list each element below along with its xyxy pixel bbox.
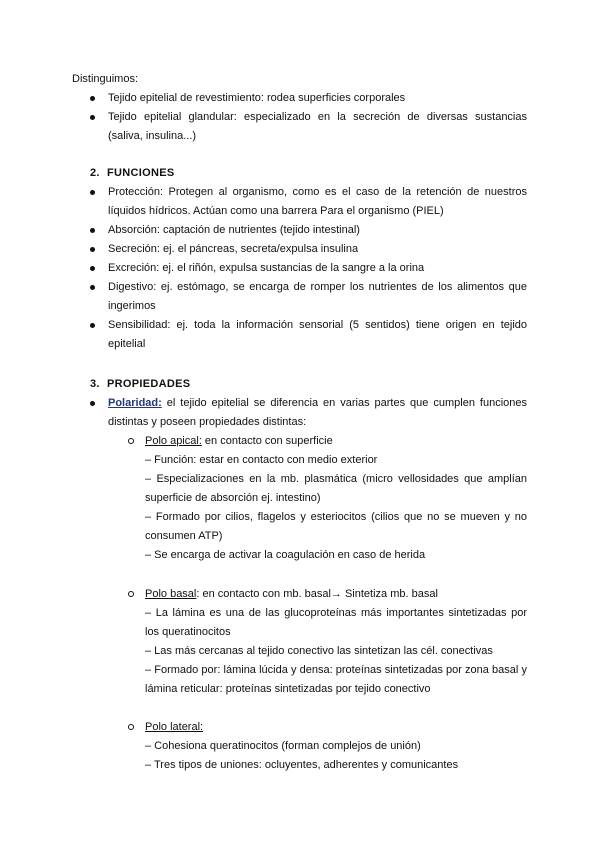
list-item: Secreción: ej. el páncreas, secreta/expulsa insulina <box>90 240 527 259</box>
list-item: Sensibilidad: ej. toda la información sensorial (5 sentidos) tiene origen en tejido epitelial <box>90 316 527 354</box>
detail-line: – Cohesiona queratinocitos (forman complejos de unión) <box>145 740 421 752</box>
polo-lateral-lines <box>128 737 527 775</box>
list-item: Tejido epitelial glandular: especializado en la secreción de diversas sustancias (saliva, insulina...) <box>90 108 527 146</box>
polo-basal-desc: : en contacto con mb. basal→ Sintetiza mb. basal <box>196 588 438 600</box>
polo-apical-label: Polo apical: <box>145 435 202 447</box>
detail-line: – Función: estar en contacto con medio exterior <box>145 454 378 466</box>
detail-line: – Especializaciones en la mb. plasmática (micro vellosidades que amplían superficie de absorción ej. intestino) <box>145 473 527 504</box>
detail-line: – Se encarga de activar la coagulación en caso de herida <box>145 549 426 561</box>
polaridad-link[interactable]: Polaridad: <box>108 397 162 409</box>
polo-apical-block <box>128 432 527 565</box>
detail-line: – Formado por: lámina lúcida y densa: proteínas sintetizadas por zona basal y lámina reticular: proteínas sintetizadas por tejido conectivo <box>145 664 527 695</box>
polaridad-item <box>90 394 527 432</box>
polo-basal-lines <box>128 604 527 699</box>
funciones-list <box>90 183 527 354</box>
intro-text: Distinguimos: <box>72 73 139 85</box>
polo-basal-block <box>128 585 527 699</box>
section-number: 2. <box>90 167 100 179</box>
polo-apical-lead <box>128 432 527 451</box>
polo-apical-lines <box>128 451 527 565</box>
list-item: Absorción: captación de nutrientes (tejido intestinal) <box>90 221 527 240</box>
list-item: Tejido epitelial de revestimiento: rodea superficies corporales <box>90 89 527 108</box>
propiedades-list <box>90 394 527 432</box>
list-item: Digestivo: ej. estómago, se encarga de romper los nutrientes de los alimentos que ingerimos <box>90 278 527 316</box>
tipos-list <box>90 89 527 146</box>
section-heading-funciones <box>90 164 174 183</box>
section-heading-propiedades <box>90 375 190 394</box>
section-title: PROPIEDADES <box>107 378 191 390</box>
polo-lateral-block <box>128 718 527 775</box>
detail-line: – Formado por cilios, flagelos y esteriocitos (cilios que no se mueven y no consumen ATP) <box>145 511 527 542</box>
detail-line: – Las más cercanas al tejido conectivo las sintetizan las cél. conectivas <box>145 645 493 657</box>
polaridad-text: el tejido epitelial se diferencia en varias partes que cumplen funciones distintas y poseen propiedades distintas: <box>108 397 527 428</box>
polo-lateral-lead <box>128 718 527 737</box>
polo-apical-desc: en contacto con superficie <box>201 435 333 447</box>
detail-line: – Tres tipos de uniones: ocluyentes, adherentes y comunicantes <box>145 759 459 771</box>
polo-lateral-label: Polo lateral: <box>145 721 204 733</box>
detail-line: – La lámina es una de las glucoproteínas más importantes sintetizadas por los queratinocitos <box>145 607 527 638</box>
section-title: FUNCIONES <box>107 167 175 179</box>
list-item: Protección: Protegen al organismo, como es el caso de la retención de nuestros líquidos hídricos. Actúan como una barrera Para el organismo (PIEL) <box>90 183 527 221</box>
polo-basal-lead <box>128 585 527 604</box>
section-number: 3. <box>90 378 100 390</box>
list-item: Excreción: ej. el riñón, expulsa sustancias de la sangre a la orina <box>90 259 527 278</box>
polo-basal-label: Polo basal <box>145 588 197 600</box>
